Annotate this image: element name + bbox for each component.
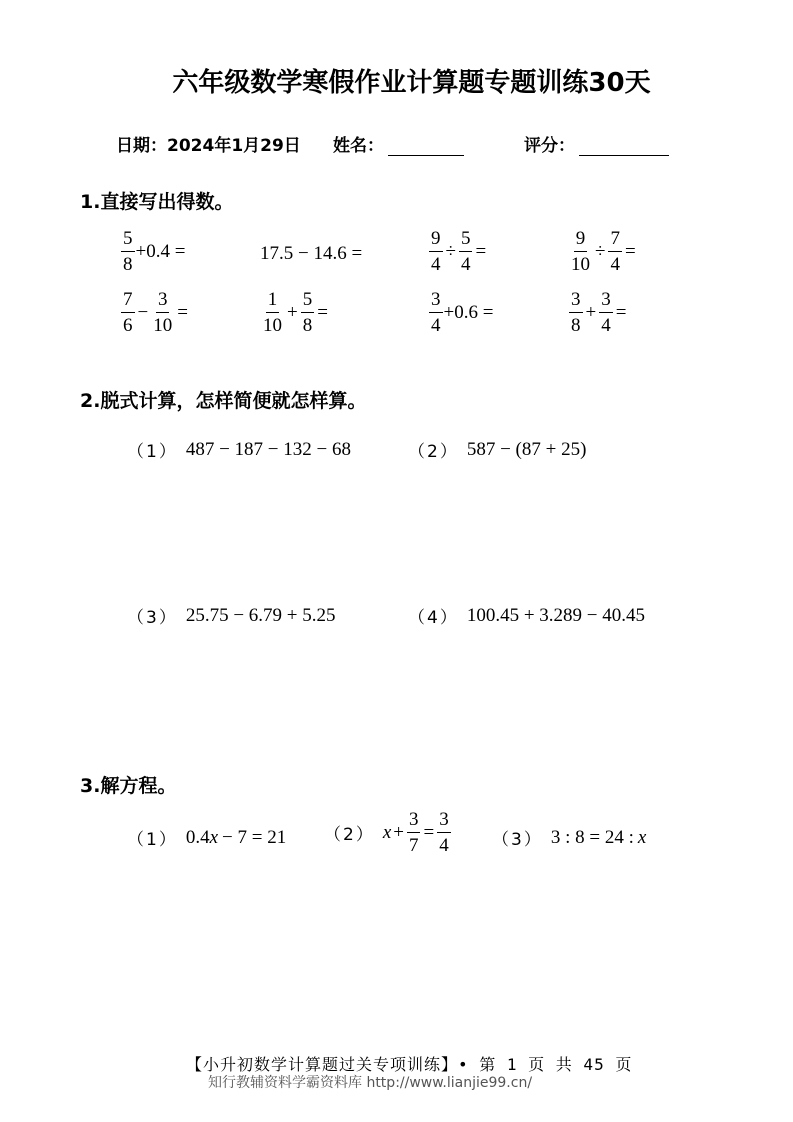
expr-pre: 0.4 xyxy=(185,826,210,848)
item-label: （1） xyxy=(127,830,178,850)
item-label: （3） xyxy=(492,830,543,850)
s1-r2-q3 xyxy=(428,290,493,335)
equals: = xyxy=(177,301,188,323)
fraction: $\frac{5}{8}$ xyxy=(302,289,313,336)
item-label: （2） xyxy=(408,442,459,462)
item-label: （1） xyxy=(127,442,178,462)
expr-text: 17.5 − 14.6 = xyxy=(260,243,363,264)
s3-item-1 xyxy=(127,825,286,850)
fraction: $\frac{9}{4}$ xyxy=(431,228,441,275)
s1-r2-q1 xyxy=(120,290,190,335)
item-label: （3） xyxy=(127,608,178,628)
s2-item-3 xyxy=(127,603,336,628)
fraction: $\frac{3}{4}$ xyxy=(601,289,611,336)
page-title: 六年级数学寒假作业计算题专题训练30天 xyxy=(172,68,651,98)
section1-heading: 1.直接写出得数。 xyxy=(80,191,234,213)
expr-rest: +0.6 = xyxy=(443,301,494,323)
date-label: 日期：2024年1月29日 xyxy=(116,136,301,156)
footer-title: 【小升初数学计算题过关专项训练】• 第 1 页 共 45 页 xyxy=(186,1055,633,1074)
score-field xyxy=(524,131,669,156)
equals: = xyxy=(317,301,328,323)
s1-r1-q4 xyxy=(568,229,638,274)
equals: = xyxy=(615,301,627,323)
fraction: $\frac{7}{6}$ xyxy=(123,289,133,336)
section2-heading: 2.脱式计算，怎样简便就怎样算。 xyxy=(80,390,367,412)
s1-r1-q3 xyxy=(428,229,488,274)
variable: x xyxy=(382,821,392,843)
equals: = xyxy=(475,240,487,262)
operator: + xyxy=(287,301,298,323)
s2-item-1 xyxy=(127,437,351,462)
fraction: $\frac{3}{8}$ xyxy=(571,289,581,336)
name-label: 姓名： xyxy=(333,136,384,156)
s3-item-3 xyxy=(492,825,646,850)
item-label: （4） xyxy=(408,608,459,628)
fraction: $\frac{5}{8}$ xyxy=(123,228,133,275)
item-expr: 25.75 − 6.79 + 5.25 xyxy=(185,604,336,626)
score-blank xyxy=(579,137,669,156)
equals: = xyxy=(423,821,435,843)
fraction: $\frac{3}{7}$ xyxy=(408,809,419,856)
operator: − xyxy=(137,301,149,323)
equals: = xyxy=(624,240,636,262)
s1-r2-q4 xyxy=(568,290,628,335)
operator: + xyxy=(585,301,597,323)
expr-post: − 7 = 21 xyxy=(222,826,287,848)
fraction: $\frac{1}{10}$ xyxy=(263,289,282,336)
s3-item-2 xyxy=(324,810,452,855)
score-label: 评分： xyxy=(524,136,575,156)
s1-r2-q2 xyxy=(260,290,330,335)
fraction: $\frac{3}{10}$ xyxy=(153,289,173,336)
name-field xyxy=(333,131,464,156)
expr-rest: +0.4 = xyxy=(135,240,186,262)
section3-heading: 3.解方程。 xyxy=(80,775,177,797)
footer-source: 知行教辅资料学霸资料库 http://www.lianjie99.cn/ xyxy=(208,1075,533,1091)
fraction: $\frac{3}{4}$ xyxy=(439,809,449,856)
s2-item-2 xyxy=(408,437,586,462)
s1-r1-q1 xyxy=(120,229,185,274)
expr-pre: 3 : 8 = 24 : xyxy=(550,826,634,848)
name-blank xyxy=(388,137,464,156)
s2-item-4 xyxy=(408,603,645,628)
fraction: $\frac{5}{4}$ xyxy=(460,228,471,275)
variable: x xyxy=(209,826,219,848)
fraction: $\frac{3}{4}$ xyxy=(431,289,441,336)
item-expr: 487 − 187 − 132 − 68 xyxy=(185,438,351,460)
operator: ÷ xyxy=(595,240,606,262)
s1-r1-q2 xyxy=(260,243,362,265)
item-expr: 587 − (87 + 25) xyxy=(466,438,587,460)
item-expr: 100.45 + 3.289 − 40.45 xyxy=(466,604,646,626)
fraction: $\frac{7}{4}$ xyxy=(610,228,620,275)
operator: ÷ xyxy=(445,240,456,262)
variable: x xyxy=(637,826,647,848)
operator: + xyxy=(393,821,404,843)
fraction: $\frac{9}{10}$ xyxy=(571,228,590,275)
item-label: （2） xyxy=(324,825,375,845)
